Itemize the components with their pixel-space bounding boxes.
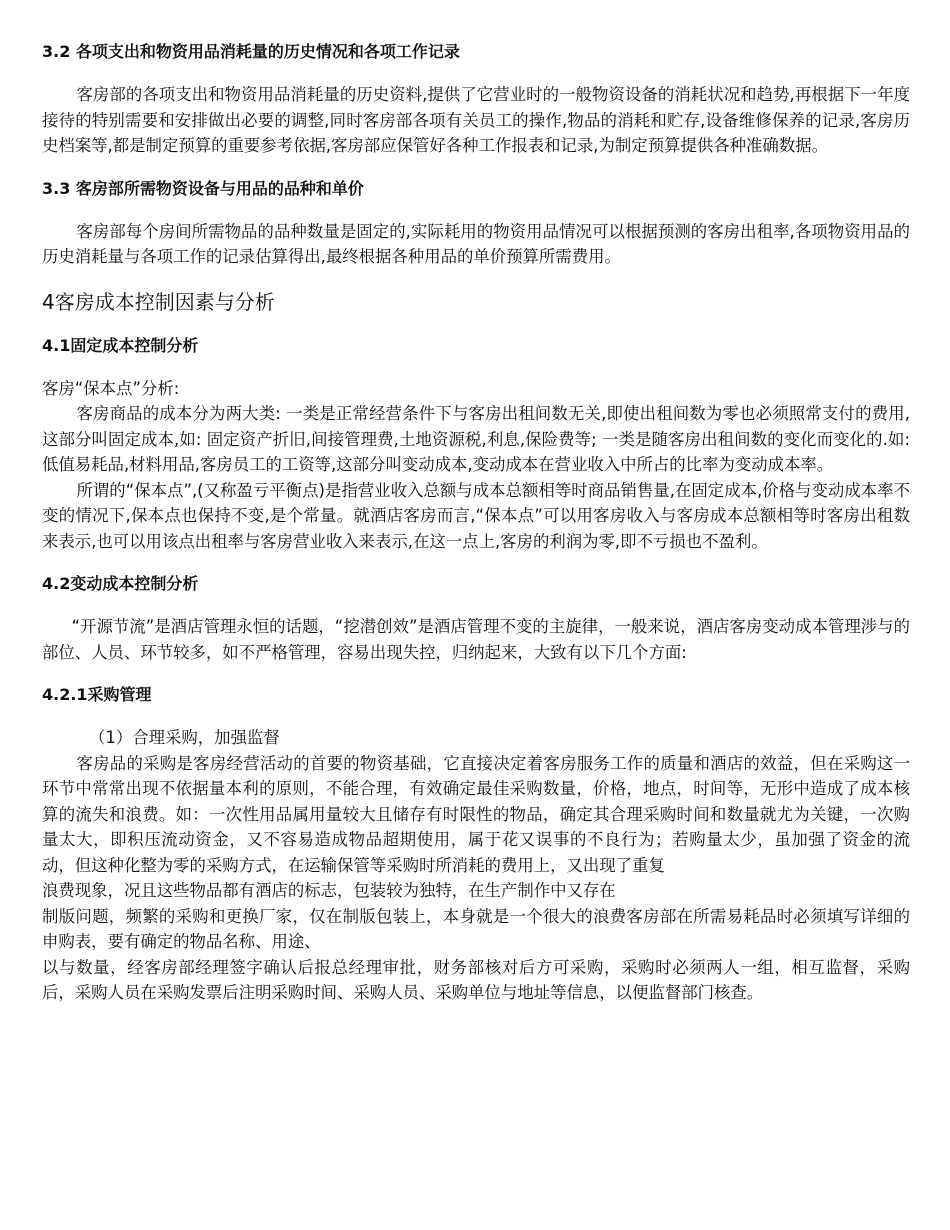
section-3-3-paragraph: 客房部每个房间所需物品的品种数量是固定的,实际耗用的物资用品情况可以根据预测的客房出租率,各项物资用品的历史消耗量与各项工作的记录估算得出,最终根据各种用品的单价预算所需费用。 — [42, 221, 910, 266]
section-4-2-heading: 4.2变动成本控制分析 — [42, 574, 199, 593]
section-3-2-heading: 3.2 各项支出和物资用品消耗量的历史情况和各项工作记录 — [42, 42, 460, 61]
section-4-heading: 4客房成本控制因素与分析 — [42, 289, 275, 314]
section-4-2-1-item: （1）合理采购，加强监督 — [89, 728, 280, 747]
section-4-1-paragraph-1: 客房商品的成本分为两大类: 一类是正常经营条件下与客房出租间数无关,即使出租间数为零也必须照常支付的费用,这部分叫固定成本,如: 固定资产折旧,间接管理费,土地资源税,利息,保险费等; 一类是随客房出租间数的变化而变化的.如: 低值易耗品,材料用品,客房员工的工资等,这部分叫变动成本,变动成本在营业收入中所占的比率为变动成本率。 — [42, 404, 910, 474]
section-4-2-1-paragraph-2: 浪费现象，况且这些物品都有酒店的标志，包装较为独特，在生产制作中又存在 — [42, 881, 616, 900]
section-3-3-heading: 3.3 客房部所需物资设备与用品的品种和单价 — [42, 178, 364, 198]
section-4-1-heading: 4.1固定成本控制分析 — [42, 335, 199, 355]
section-4-2-paragraph: “开源节流”是酒店管理永恒的话题，“挖潜创效”是酒店管理不变的主旋律，一般来说，酒店客房变动成本管理涉与的部位、人员、环节较多，如不严格管理，容易出现失控，归纳起来，大致有以下几个方面: — [42, 617, 910, 662]
section-3-2-paragraph: 客房部的各项支出和物资用品消耗量的历史资料,提供了它营业时的一般物资设备的消耗状况和趋势,再根据下一年度接待的特别需要和安排做出必要的调整,同时客房部各项有关员工的操作,物品的消耗和贮存,设备维修保养的记录,客房历史档案等,都是制定预算的重要参考依据,客房部应保管好各种工作报表和记录,为制定预算提供各种准确数据。 — [42, 85, 910, 155]
section-4-1-lead: 客房“保本点”分析: — [42, 378, 180, 398]
section-4-2-1-heading: 4.2.1采购管理 — [42, 685, 152, 704]
section-4-2-1-paragraph-1: 客房品的采购是客房经营活动的首要的物资基础，它直接决定着客房服务工作的质量和酒店的效益，但在采购这一环节中常常出现不依据量本利的原则，不能合理，有效确定最佳采购数量，价格，地点，时间等，无形中造成了成本核算的流失和浪费。如：一次性用品属用量较大且储存有时限性的物品，确定其合理采购时间和数量就尤为关键，一次购量太大，即积压流动资金，又不容易造成物品超期使用，属于花又误事的不良行为；若购量太少，虽加强了资金的流动，但这种化整为零的采购方式，在运输保管等采购时所消耗的费用上，又出现了重复 — [42, 753, 910, 875]
section-4-2-1-paragraph-3: 制版问题，频繁的采购和更换厂家，仅在制版包装上，本身就是一个很大的浪费客房部在所需易耗品时必须填写详细的申购表，要有确定的物品名称、用途、 — [42, 906, 910, 951]
section-4-1-paragraph-2: 所谓的“保本点”,(又称盈亏平衡点)是指营业收入总额与成本总额相等时商品销售量,在固定成本,价格与变动成本率不变的情况下,保本点也保持不变,是个常量。就酒店客房而言,“保本点”可以用客房收入与客房成本总额相等时客房出租数来表示,也可以用该点出租率与客房营业收入来表示,在这一点上,客房的利润为零,即不亏损也不盈利。 — [42, 480, 910, 551]
section-4-2-1-paragraph-4: 以与数量，经客房部经理签字确认后报总经理审批，财务部核对后方可采购，采购时必须两人一组，相互监督，采购后，采购人员在采购发票后注明采购时间、采购人员、采购单位与地址等信息，以便监督部门核查。 — [42, 957, 910, 1002]
